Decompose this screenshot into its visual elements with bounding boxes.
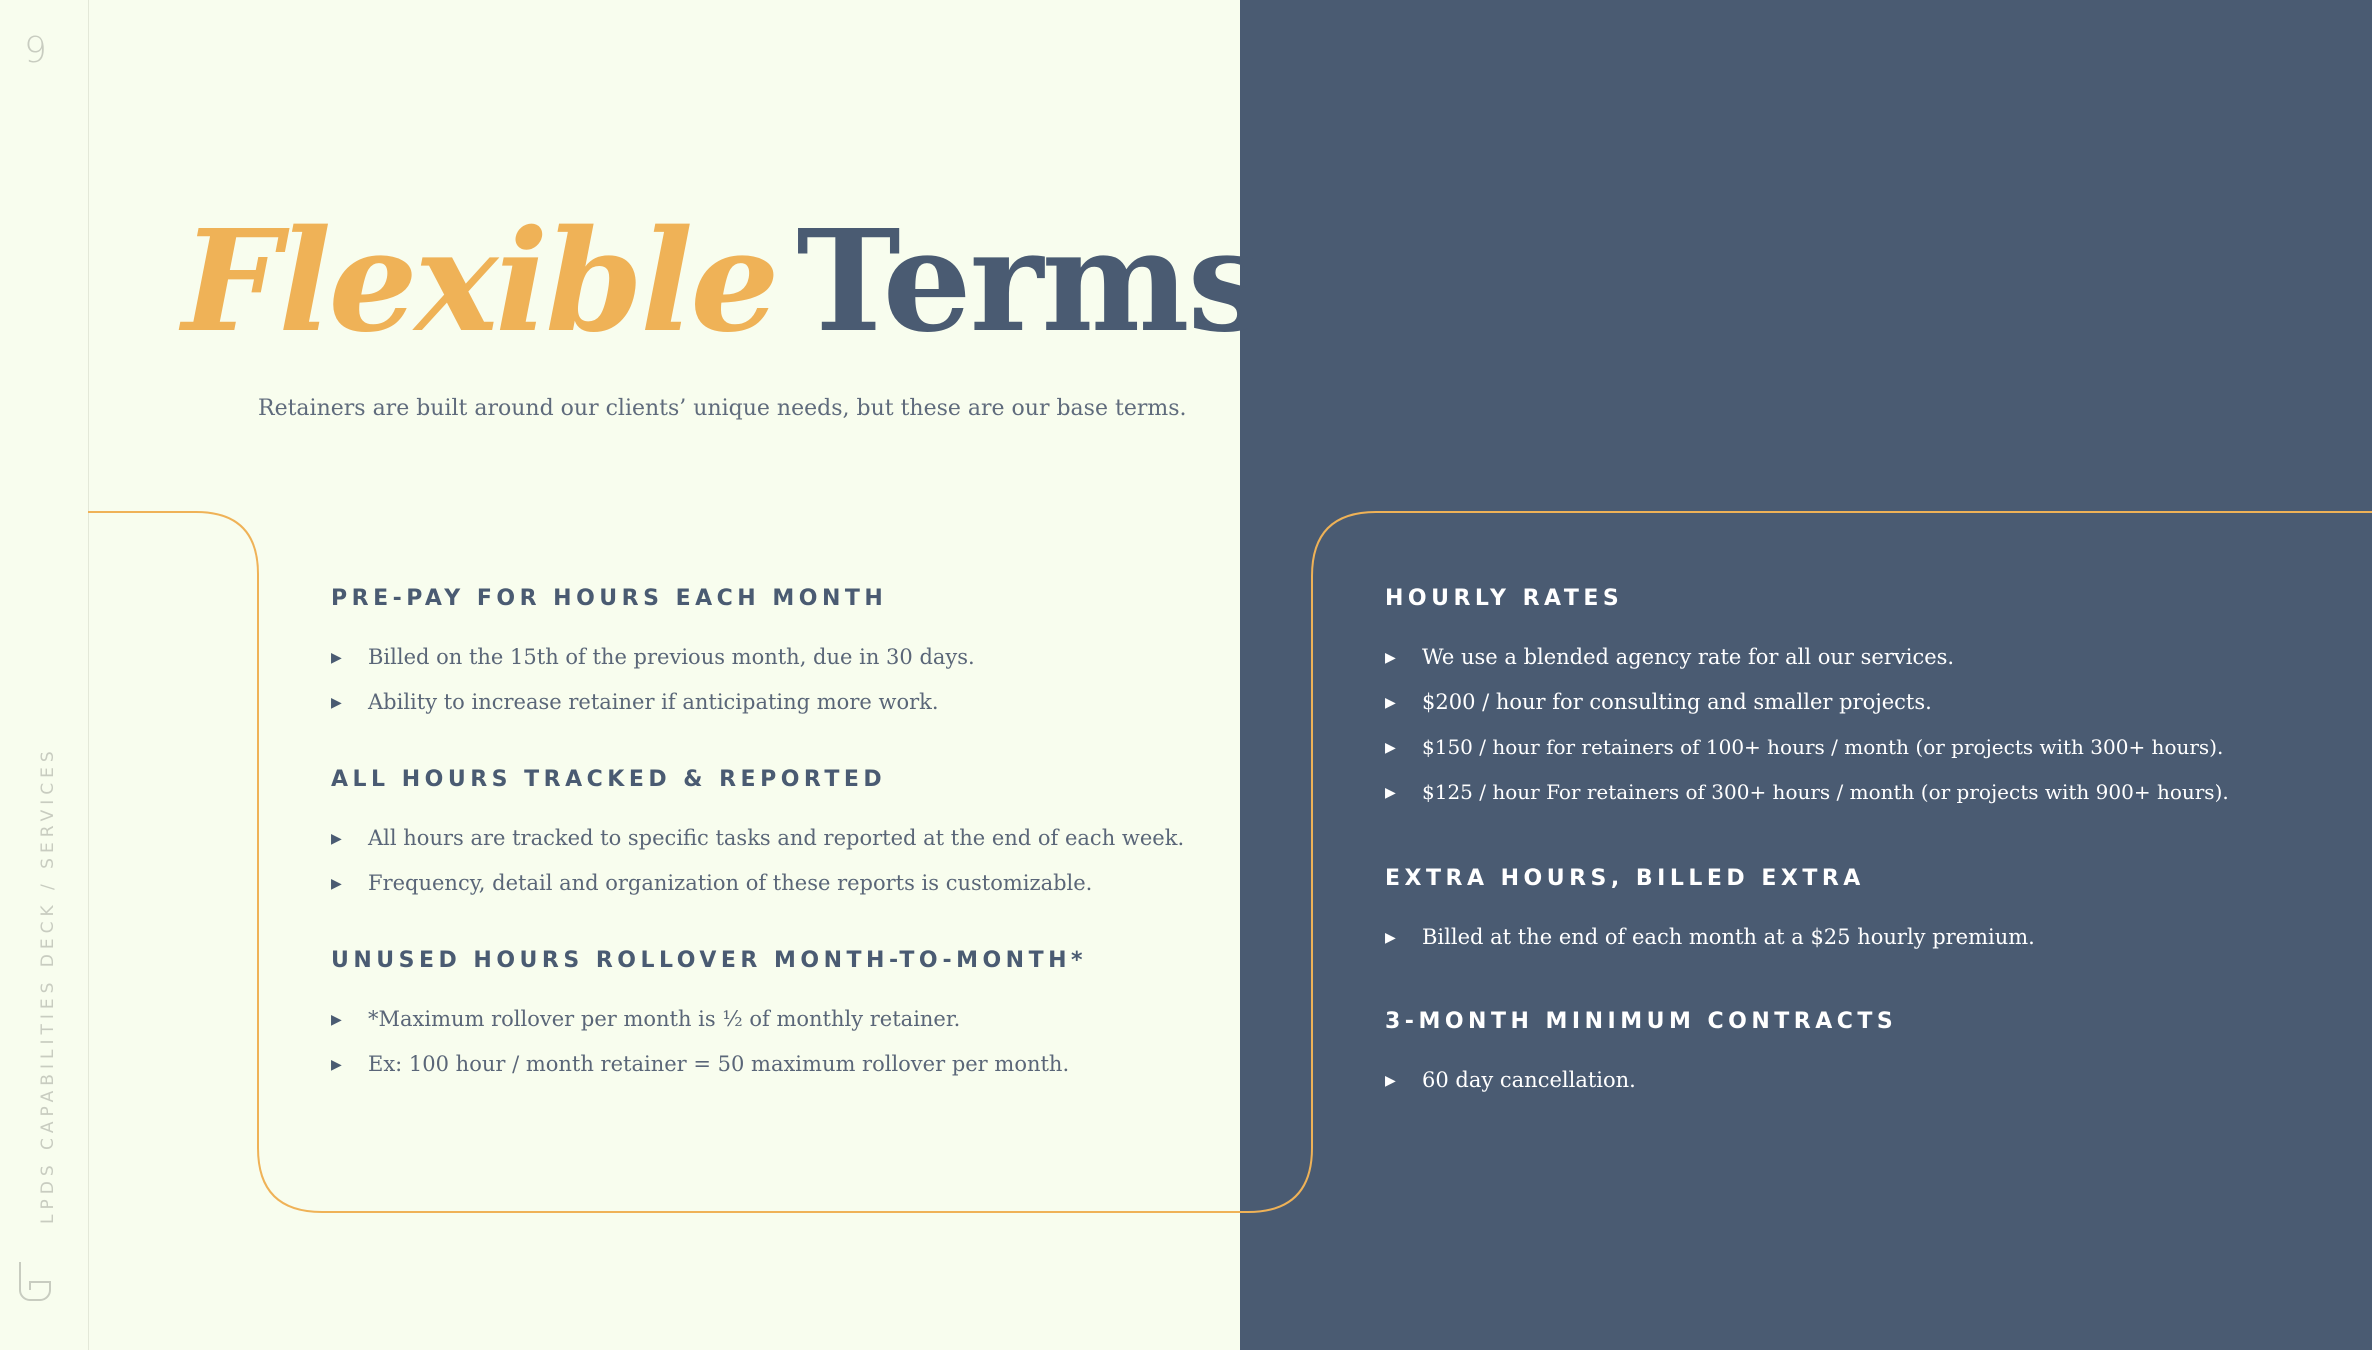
heading-prepay-hours: PRE-PAY FOR HOURS EACH MONTH [331,586,888,611]
bullet-arrow-icon: ▶ [1385,740,1396,756]
bullet-arrow-icon: ▶ [1385,785,1396,801]
bullet-arrow-icon: ▶ [331,1012,342,1028]
bullet-arrow-icon: ▶ [1385,695,1396,711]
bullet-arrow-icon: ▶ [1385,650,1396,666]
heading-unused-hours-rollover: UNUSED HOURS ROLLOVER MONTH-TO-MONTH* [331,948,1088,973]
bullet-arrow-icon: ▶ [331,695,342,711]
brand-logo-icon [16,1260,56,1304]
deck-section-label: LPDS CAPABILITIES DECK / SERVICES [38,746,58,1224]
left-margin-strip [0,0,89,1350]
title-accent-word: Flexible [182,200,777,364]
heading-hours-tracked: ALL HOURS TRACKED & REPORTED [331,767,887,792]
bullet-arrow-icon: ▶ [1385,1073,1396,1089]
bullet-arrow-icon: ▶ [331,831,342,847]
bullet-arrow-icon: ▶ [1385,930,1396,946]
title-main-word: Terms [796,200,1265,364]
bullet-arrow-icon: ▶ [331,650,342,666]
heading-extra-hours: EXTRA HOURS, BILLED EXTRA [1385,866,1865,891]
rates-panel [1240,0,2372,1350]
page-subtitle: Retainers are built around our clients’ unique needs, but these are our base terms. [258,396,1187,421]
heading-hourly-rates: HOURLY RATES [1385,586,1624,611]
page-number: 9 [24,30,47,71]
heading-minimum-contracts: 3-MONTH MINIMUM CONTRACTS [1385,1009,1898,1034]
page-title [182,200,1265,364]
bullet-arrow-icon: ▶ [331,1057,342,1073]
bullet-arrow-icon: ▶ [331,876,342,892]
